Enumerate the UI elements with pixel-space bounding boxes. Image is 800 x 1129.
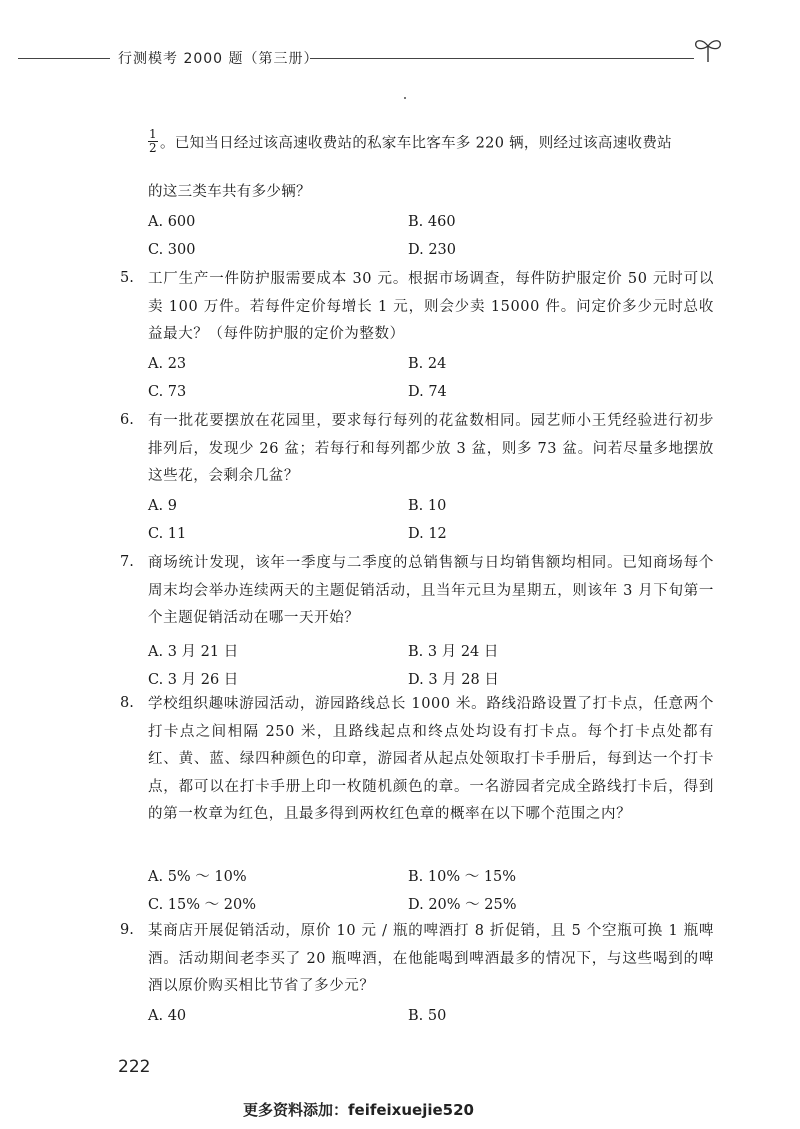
option-b: B. 10% ～ 15%	[408, 869, 517, 885]
question-number: 9.	[120, 922, 134, 938]
question-number: 6.	[120, 412, 134, 428]
option-c: C. 11	[148, 526, 187, 542]
question-stem: 工厂生产一件防护服需要成本 30 元。根据市场调查，每件防护服定价 50 元时可以卖 100 万件。若每件定价每增长 1 元，则会少卖 15000 件。问定价多少元时总收益最大？（每件防护服的定价为整数）	[148, 271, 714, 342]
question-stem: 某商店开展促销活动，原价 10 元 / 瓶的啤酒打 8 折促销，且 5 个空瓶可换 1 瓶啤酒。活动期间老李买了 20 瓶啤酒，在他能喝到啤酒最多的情况下，与这些喝到的啤酒以原价购买相比节省了多少元？	[148, 923, 714, 994]
continuation-line-1: $\frac{1}{2}$ 。已知当日经过该高速收费站的私家车比客车多 220 辆，则经过该高速收费站	[149, 127, 672, 155]
option-a: A. 9	[148, 498, 177, 514]
question-number: 5.	[120, 270, 134, 286]
running-header	[18, 46, 718, 70]
footer-note: 更多资料添加：feifeixuejie520	[243, 1101, 474, 1119]
option-b: B. 3 月 24 日	[408, 644, 499, 660]
option-d: D. 20% ～ 25%	[408, 897, 517, 913]
option-d: D. 74	[408, 384, 447, 400]
option-d: D. 12	[408, 526, 447, 542]
option-c: C. 15% ～ 20%	[148, 897, 256, 913]
option-d: D. 230	[408, 242, 457, 258]
option-c: C. 300	[148, 242, 196, 258]
option-d: D. 3 月 28 日	[408, 672, 499, 688]
option-b: B. 24	[408, 356, 447, 372]
option-a: A. 3 月 21 日	[148, 644, 239, 660]
option-a: A. 40	[148, 1008, 187, 1024]
option-c: C. 73	[148, 384, 187, 400]
question-stem: 学校组织趣味游园活动，游园路线总长 1000 米。路线沿路设置了打卡点，任意两个打卡点之间相隔 250 米，且路线起点和终点处均设有打卡点。每个打卡点处都有红、黄、蓝、绿四种颜色的印章，游园者从起点处领取打卡手册后，每到达一个打卡点，都可以在打卡手册上印一枚随机颜色的章。一名游园者完成全路线打卡后，得到的第一枚章为红色，且最多得到两枚红色章的概率在以下哪个范围之内？	[148, 696, 714, 822]
question-number: 8.	[120, 695, 134, 711]
fraction-one-half: $\frac{1}{2}$	[149, 127, 157, 155]
header-title: 行测模考 2000 题（第三册）	[118, 51, 319, 67]
sprout-icon	[690, 34, 726, 64]
option-b: B. 460	[408, 214, 456, 230]
scan-speck	[404, 97, 406, 99]
header-rule-right	[310, 58, 694, 59]
option-a: A. 5% ～ 10%	[148, 869, 247, 885]
page-number: 222	[118, 1057, 151, 1077]
option-b: B. 50	[408, 1008, 447, 1024]
header-rule-left	[18, 58, 110, 59]
option-a: A. 600	[148, 214, 196, 230]
question-stem: 有一批花要摆放在花园里，要求每行每列的花盆数相同。园艺师小王凭经验进行初步排列后，发现少 26 盆；若每行和每列都少放 3 盆，则多 73 盆。问若尽量多地摆放这些花，会剩余几盆？	[148, 413, 715, 484]
question-stem: 商场统计发现，该年一季度与二季度的总销售额与日均销售额均相同。已知商场每个周末均会举办连续两天的主题促销活动，且当年元旦为星期五，则该年 3 月下旬第一个主题促销活动在哪一天开始？	[148, 555, 714, 626]
question-number: 7.	[120, 554, 134, 570]
continuation-line-2: 的这三类车共有多少辆？	[148, 184, 311, 200]
option-b: B. 10	[408, 498, 447, 514]
option-c: C. 3 月 26 日	[148, 672, 239, 688]
option-a: A. 23	[148, 356, 187, 372]
